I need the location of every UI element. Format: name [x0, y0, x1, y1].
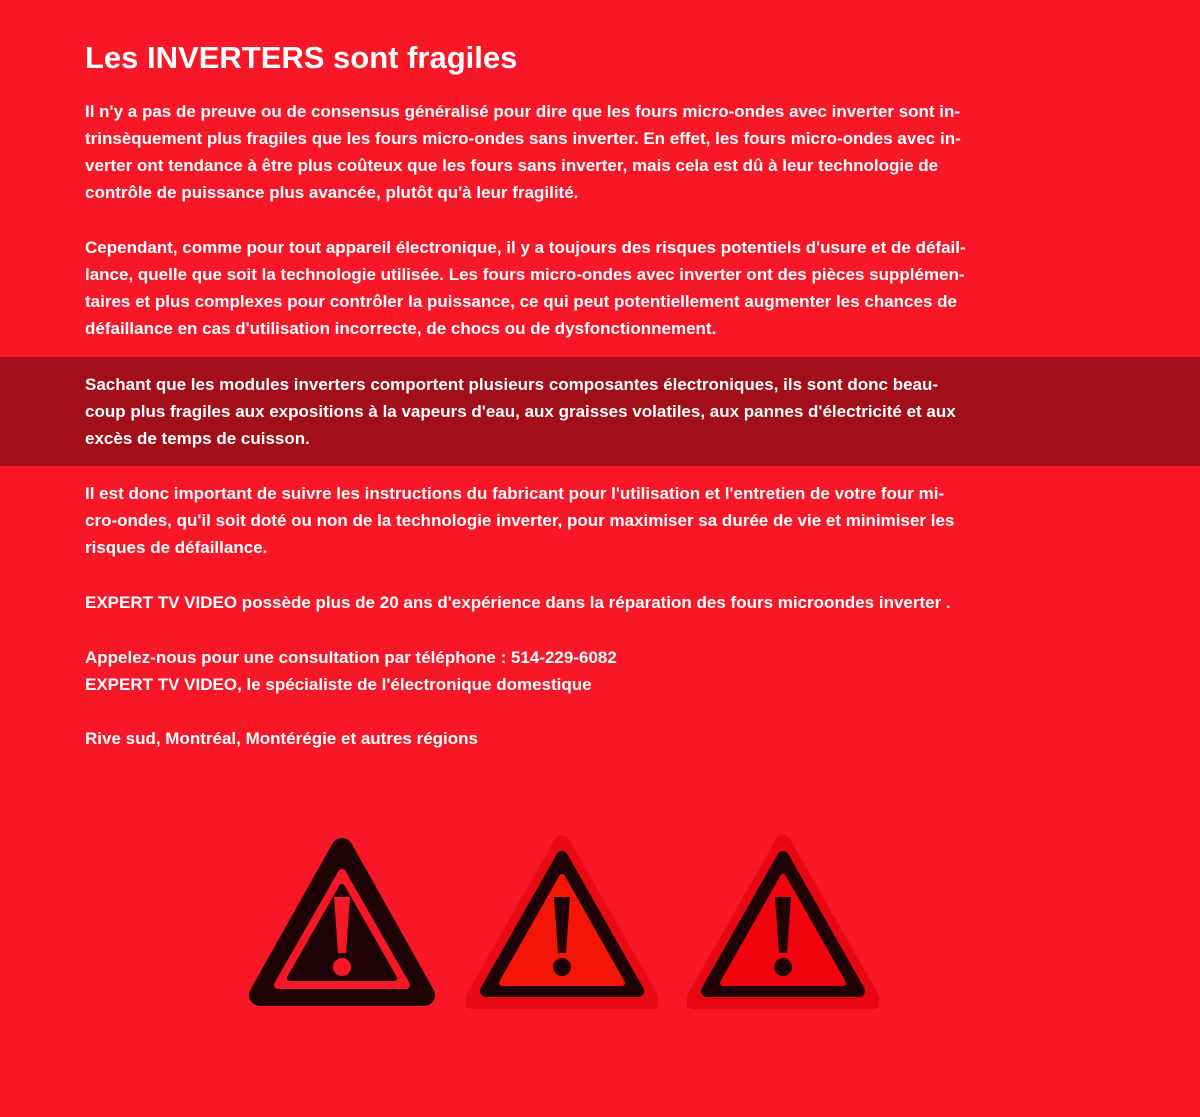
paragraph-advice: Il est donc important de suivre les instructions du fabricant pour l'utilisation et l'entretien de votre four mi- cro-ondes, qu'il soit doté ou non de la technologie inverter, pour maximiser sa durée de vie et minimiser les risques de défaillance. [85, 484, 955, 557]
paragraph-experience: EXPERT TV VIDEO possède plus de 20 ans d'expérience dans la réparation des fours microondes inverter . [85, 593, 951, 612]
service-regions: Rive sud, Montréal, Montérégie et autres régions [85, 729, 478, 748]
tagline: EXPERT TV VIDEO, le spécialiste de l'électronique domestique [85, 675, 592, 694]
phone-line: Appelez-nous pour une consultation par téléphone : 514-229-6082 [85, 648, 617, 667]
paragraph-risks: Cependant, comme pour tout appareil électronique, il y a toujours des risques potentiels d'usure et de défail- lance, quelle que soit la technologie utilisée. Les fours micro-ondes avec inverter ont des pièces supplémen- taires et plus complexes pour contrôler la puissance, ce qui peut potentiellement augmenter les chances de défaillance en cas d'utilisation incorrecte, de chocs ou de dysfonctionnement. [85, 238, 966, 338]
warning-triangle-icon [687, 835, 879, 1013]
paragraph-highlight: Sachant que les modules inverters comportent plusieurs composantes électroniques, ils sont donc beau- coup plus fragiles aux expositions à la vapeurs d'eau, aux graisses volatiles, aux pannes d'électricité et aux excès de temps de cuisson. [85, 375, 956, 448]
page-title: Les INVERTERS sont fragiles [85, 40, 518, 75]
warning-triangle-icon [246, 835, 438, 1013]
warning-triangle-icon [466, 835, 658, 1013]
paragraph-intro: Il n'y a pas de preuve ou de consensus généralisé pour dire que les fours micro-ondes avec inverter sont in- trinsèquement plus fragiles que les fours micro-ondes sans inverter. En effet, les fours micro-ondes avec in- verter ont tendance à être plus coûteux que les fours sans inverter, mais cela est dû à leur technologie de contrôle de puissance plus avancée, plutôt qu'à leur fragilité. [85, 102, 961, 202]
